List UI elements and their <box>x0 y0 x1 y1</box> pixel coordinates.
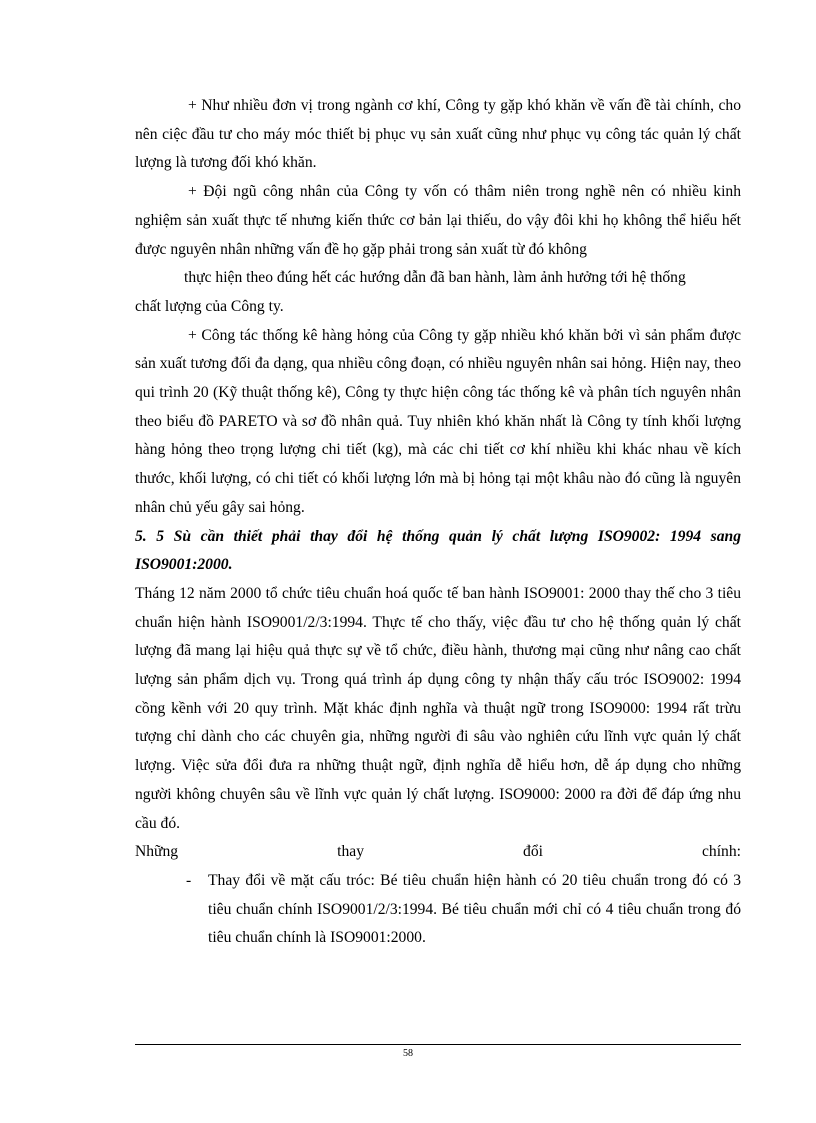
main-changes-line <box>135 838 741 867</box>
bullet-text: Thay đổi về mặt cấu tróc: Bé tiêu chuẩn hiện hành có 20 tiêu chuẩn trong đó có 3 tiêu chuẩn chính ISO9001/2/3:1994. Bé tiêu chuẩn mới chỉ có 4 tiêu chuẩn trong đó tiêu chuẩn chính là ISO9001:2000. <box>208 871 741 947</box>
changes-word-4: chính: <box>702 843 741 861</box>
paragraph-defect-statistics: + Công tác thống kê hàng hỏng của Công ty gặp nhiều khó khăn bởi vì sản phẩm được sản xuất tương đối đa dạng, qua nhiều công đoạn, có nhiều nguyên nhân sai hỏng. Hiện nay, theo qui trình 20 (Kỹ thuật thống kê), Công ty thực hiện công tác thống kê và phân tích nguyên nhân theo biểu đồ PARETO và sơ đồ nhân quả. Tuy nhiên khó khăn nhất là Công ty tính khối lượng hàng hỏng theo trọng lượng chi tiết (kg), mà các chi tiết cơ khí nhiều khi khác nhau về kích thước, khối lượng, có chi tiết có khối lượng lớn mà bị hỏng tại một khâu nào đó cũng là nguyên nhân chủ yếu gây sai hỏng. <box>135 326 741 516</box>
section-heading: 5. 5 Sù cần thiết phải thay đổi hệ thống quản lý chất lượng ISO9002: 1994 sang ISO9001:2000. <box>135 527 741 574</box>
list-item-structure-change <box>135 867 741 953</box>
page-body <box>135 92 741 953</box>
changes-word-2: thay <box>337 843 364 861</box>
changes-word-3: đổi <box>523 843 543 861</box>
changes-word-1: Những <box>135 843 179 861</box>
paragraph-workforce-knowledge: + Đội ngũ công nhân của Công ty vốn có thâm niên trong nghề nên có nhiều kinh nghiệm sản xuất thực tế nhưng kiến thức cơ bản lại thiếu, do vậy đôi khi họ không thể hiểu hết được nguyên nhân những vấn đề họ gặp phải trong sản xuất từ đó không <box>135 183 741 258</box>
footer-divider <box>135 1044 741 1045</box>
paragraph-finance-difficulty: + Như nhiều đơn vị trong ngành cơ khí, Công ty gặp khó khăn về vấn đề tài chính, cho nên ciệc đầu tư cho máy móc thiết bị phục vụ sản xuất cũng như phục vụ công tác quản lý chất lượng là tương đối khó khăn. <box>135 97 741 172</box>
bullet-dash: - <box>186 871 192 889</box>
paragraph-workforce-continuation: thực hiện theo đúng hết các hướng dẫn đã ban hành, làm ảnh hưởng tới hệ thống <box>184 269 686 287</box>
page-number: 58 <box>403 1048 413 1059</box>
section-body: Tháng 12 năm 2000 tổ chức tiêu chuẩn hoá quốc tế ban hành ISO9001: 2000 thay thế cho 3 tiêu chuẩn hiện hành ISO9001/2/3:1994. Thực tế cho thấy, việc đầu tư cho hệ thống quản lý chất lượng đã mang lại hiệu quả thực sự về tổ chức, điều hành, thương mại cũng như nâng cao chất lượng sản phẩm dịch vụ. Trong quá trình áp dụng công ty nhận thấy cấu tróc ISO9002: 1994 cồng kềnh với 20 quy trình. Mặt khác định nghĩa và thuật ngữ trong ISO9000: 1994 rất trừu tượng chỉ dành cho các chuyên gia, những người đi sâu vào nghiên cứu lĩnh vực quản lý chất lượng. Việc sửa đổi đưa ra những thuật ngữ, định nghĩa dễ hiểu hơn, dễ áp dụng cho những người không chuyên sâu về lĩnh vực quản lý chất lượng. ISO9000: 2000 ra đời để đáp ứng nhu cầu đó. <box>135 584 741 832</box>
paragraph-workforce-end: chất lượng của Công ty. <box>135 297 284 315</box>
